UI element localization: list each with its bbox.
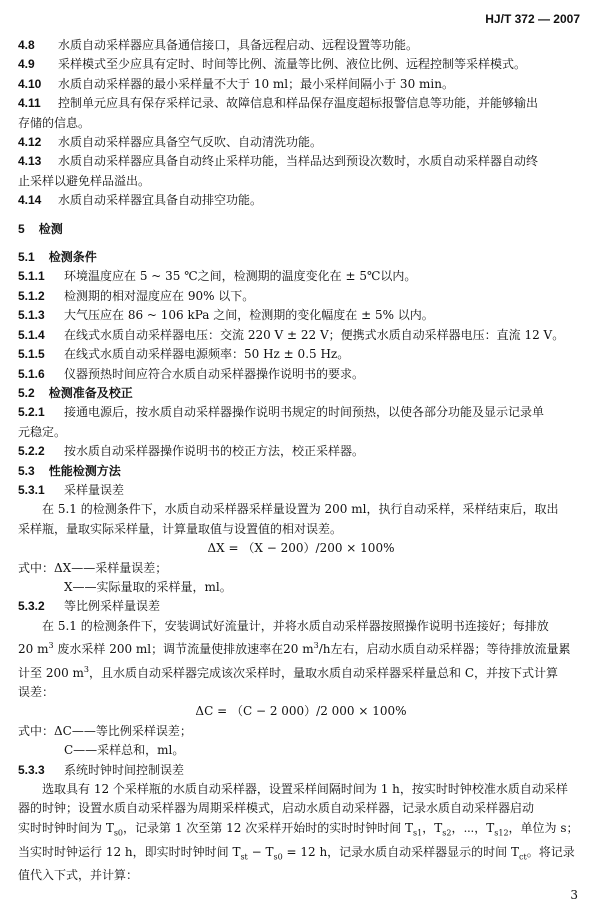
paragraph-5-3-3-line1: 选取具有 12 个采样瓶的水质自动采样器，设置采样间隔时间为 1 h，按实时时钟校准水质自动采样 [42, 782, 568, 797]
clause-5-2-2: 5.2.2 按水质自动采样器操作说明书的校正方法，校正采样器。 [18, 444, 365, 459]
paragraph-5-3-3-line3: 实时时钟时间为 $T_{s0}$，记录第 1 次至第 12 次采样开始时的实时时钟时间 $T_{s1}$，$T_{s2}$，⋯，$T_{s12}$，单位为 s； [18, 820, 579, 838]
clause-text: 大气压应在 86 ~ 106 kPa 之间，检测期的变化幅度在 ± 5% 以内。 [64, 308, 434, 323]
paragraph-5-3-2-line4: 误差： [18, 685, 55, 699]
clause-line [18, 191, 584, 210]
clause-line [18, 172, 584, 191]
clause-text: 水质自动采样器应具备通信接口，具备远程启动、远程设置等功能。 [58, 38, 419, 52]
clause-line [18, 94, 584, 113]
clause-list-4 [18, 36, 584, 211]
clause-text: 水质自动采样器应具备自动终止采样功能，当样品达到预设次数时，水质自动采样器自动终 [58, 154, 539, 169]
clause-text: 止采样以避免样品溢出。 [18, 173, 151, 188]
clause-line [18, 152, 584, 171]
clause-5-2-1: 5.2.1 接通电源后，按水质自动采样器操作说明书规定的时间预热，以使各部分功能及显示记录单 [18, 405, 545, 420]
section-heading-5-3: 5.3 性能检测方法 [18, 463, 121, 478]
paragraph-5-3-2-line2: 20 $m^3$ 废水采样 200 ml；调节流量使排放速率在20 $m^3/h$左右，启动水质自动采样器；等待排放流量累 [18, 641, 571, 657]
clause-number: 5.1.5 [18, 347, 45, 362]
section-heading-5: 5 检测 [18, 221, 63, 236]
page-number: 3 [570, 888, 578, 902]
formula-delta-c: ΔC = （C − 2 000）/2 000 × 100% [195, 704, 407, 719]
clause-number: 5.1.6 [18, 366, 45, 381]
clause-number: 4.14 [18, 193, 42, 208]
clause-number: 5.1.3 [18, 308, 45, 323]
clause-text: 采样模式至少应具有定时、时间等比例、流量等比例、液位比例、远程控制等采样模式。 [58, 57, 527, 72]
paragraph-5-3-2-line1: 在 5.1 的检测条件下，安装调试好流量计，并将水质自动采样器按照操作说明书连接好；每排放 [42, 618, 549, 633]
clause-5-3-2-title: 5.3.2 等比例采样量误差 [18, 599, 161, 614]
page-body [18, 36, 584, 886]
clause-line [18, 75, 584, 94]
clause-text: 在线式水质自动采样器电压：交流 220 V ± 22 V；便携式水质自动采样器电压：直流 12 V。 [64, 327, 565, 342]
clause-line [18, 365, 584, 384]
paragraph-5-3-3-line5: 值代入下式，并计算： [18, 868, 139, 883]
clause-5-3-3-title: 5.3.3 系统时钟时间控制误差 [18, 762, 185, 777]
clause-text: 环境温度应在 5 ~ 35 ℃之间，检测期的温度变化在 ± 5℃以内。 [64, 269, 417, 284]
clause-text: 水质自动采样器的最小采样量不大于 10 ml；最小采样间隔小于 30 min。 [58, 76, 454, 91]
paragraph-5-3-3-line2: 器的时钟；设置水质自动采样器为周期采样模式，启动水质自动采样器，记录水质自动采样器启动 [18, 801, 535, 816]
clause-text: 水质自动采样器应具备空气反吹、自动清洗功能。 [58, 135, 323, 150]
section-heading-5-1: 5.1 检测条件 [18, 250, 97, 265]
clause-line [18, 133, 584, 152]
formula-delta-x: ΔX = （X − 200）/200 × 100% [207, 541, 395, 556]
paragraph-5-3-3-line4: 当实时时钟运行 12 h，即实时时钟时间 $T_{st} - T_{s0} = 12$ h，记录水质自动采样器显示的时间 $T_{ct}$。将记录 [18, 844, 575, 862]
clause-5-3-1-title: 5.3.1 采样量误差 [18, 482, 125, 497]
clause-number: 5.1.4 [18, 327, 45, 342]
clause-line [18, 114, 584, 133]
formula-where-label-2: 式中：ΔC——等比例采样误差； [18, 723, 192, 738]
formula-variable-c: C——采样总和，ml。 [64, 743, 185, 758]
clause-line [18, 287, 584, 306]
clause-number: 4.12 [18, 135, 42, 150]
clause-line [18, 345, 584, 364]
clause-number: 4.13 [18, 154, 42, 169]
clause-text: 控制单元应具有保存采样记录、故障信息和样品保存温度超标报警信息等功能，并能够输出 [58, 96, 539, 111]
formula-where-label: 式中：ΔX——采样量误差； [18, 560, 168, 575]
clause-number: 5.1.1 [18, 269, 45, 284]
clause-number: 4.11 [18, 96, 41, 111]
clause-line [18, 306, 584, 325]
paragraph-5-3-2-line3: 计至 200 $m^3$，且水质自动采样器完成该次采样时，量取水质自动采样器采样量总和 C，并按下式计算 [18, 664, 559, 680]
clause-number: 4.9 [18, 57, 35, 72]
clause-line [18, 326, 584, 345]
clause-number: 4.8 [18, 38, 35, 52]
clause-number: 5.1.2 [18, 288, 45, 303]
clause-line [18, 267, 584, 286]
clause-line [18, 36, 584, 55]
document-code: HJ/T 372 — 2007 [485, 12, 580, 26]
clause-line [18, 55, 584, 74]
formula-variable-x: X——实际量取的采样量，ml。 [64, 579, 232, 594]
clause-text: 在线式水质自动采样器电源频率：50 Hz ± 0.5 Hz。 [64, 347, 350, 362]
section-heading-5-2: 5.2 检测准备及校正 [18, 385, 133, 400]
clause-5-2-1-cont: 元稳定。 [18, 424, 67, 439]
paragraph-5-3-1-line1: 在 5.1 的检测条件下，水质自动采样器采样量设置为 200 ml，执行自动采样，采样结束后，取出 [42, 502, 559, 517]
clause-list-5-1 [18, 267, 584, 383]
clause-text: 检测期的相对湿度应在 90% 以下。 [64, 288, 255, 303]
paragraph-5-3-1-line2: 采样瓶，量取实际采样量，计算量取值与设置值的相对误差。 [18, 521, 343, 536]
clause-text: 仪器预热时间应符合水质自动采样器操作说明书的要求。 [64, 366, 365, 381]
clause-number: 4.10 [18, 76, 42, 91]
clause-text: 存储的信息。 [18, 115, 91, 130]
clause-text: 水质自动采样器宜具备自动排空功能。 [58, 193, 263, 208]
